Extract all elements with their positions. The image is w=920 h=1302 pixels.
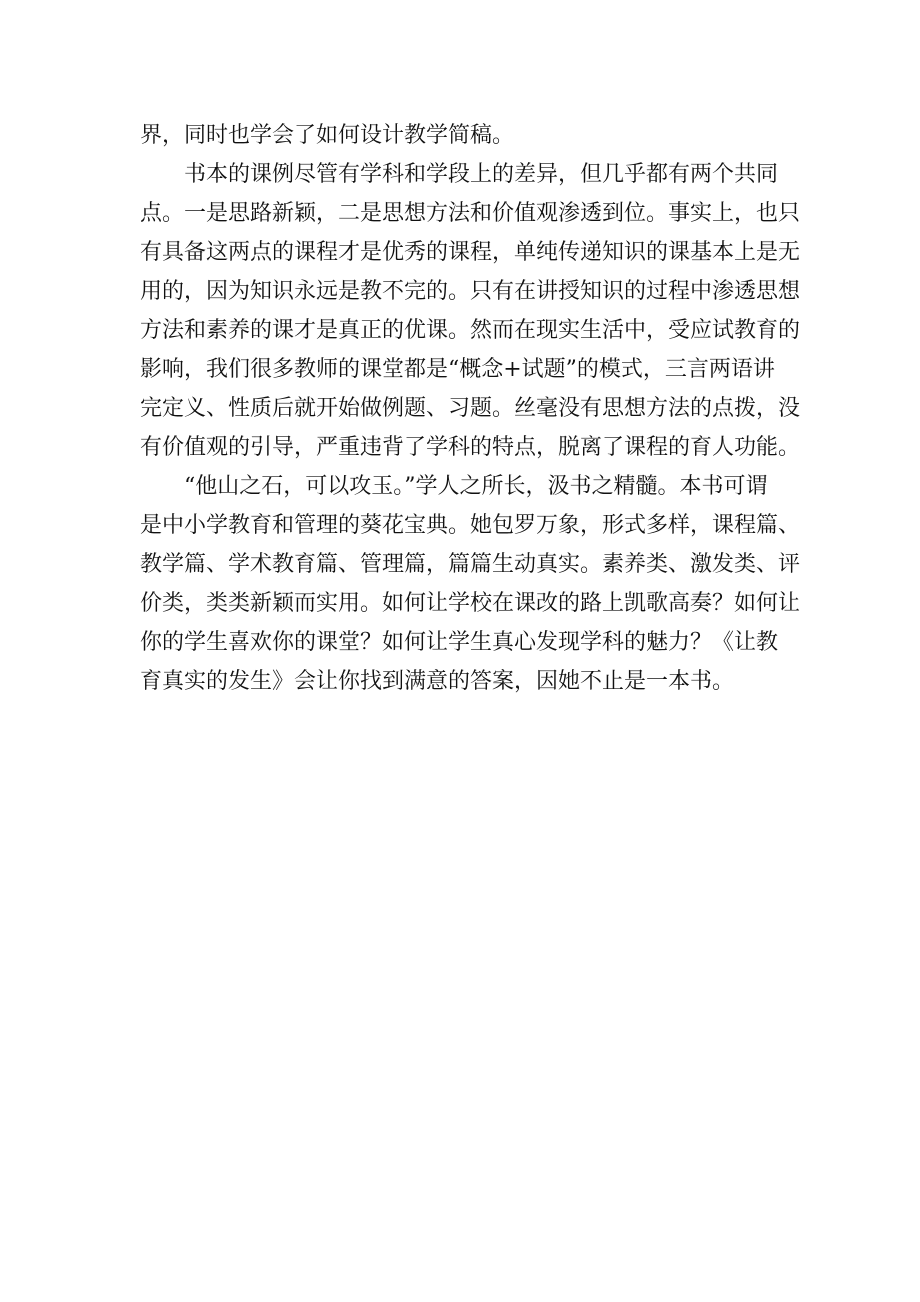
paragraph-2: [140, 155, 801, 467]
paragraph-line: 育真实的发生》会让你找到满意的答案，因她不止是一本书。: [140, 669, 735, 694]
paragraph-line: 点。一是思路新颖，二是思想方法和价值观渗透到位。事实上，也只: [140, 201, 801, 226]
paragraph-3: [140, 467, 801, 701]
paragraph-line: 书本的课例尽管有学科和学段上的差异，但几乎都有两个共同: [184, 162, 779, 187]
paragraph-line: 你的学生喜欢你的课堂？如何让学生真心发现学科的魅力？《让教: [140, 630, 779, 655]
paragraph-line: 有价值观的引导，严重违背了学科的特点，脱离了课程的育人功能。: [140, 435, 801, 460]
paragraph-line: 有具备这两点的课程才是优秀的课程，单纯传递知识的课基本上是无: [140, 240, 801, 265]
paragraph-line: 用的，因为知识永远是教不完的。只有在讲授知识的过程中渗透思想: [140, 279, 801, 304]
paragraph-line: 界，同时也学会了如何设计教学简稿。: [140, 123, 515, 148]
paragraph-line: “他山之石，可以攻玉。”学人之所长，汲书之精髓。本书可谓: [184, 474, 768, 499]
body-text: [140, 116, 801, 701]
paragraph-1: [140, 116, 780, 155]
paragraph-line: 方法和素养的课才是真正的优课。然而在现实生活中，受应试教育的: [140, 318, 801, 343]
paragraph-line: 价类，类类新颖而实用。如何让学校在课改的路上凯歌高奏？如何让: [140, 591, 801, 616]
paragraph-line: 影响，我们很多教师的课堂都是“概念+试题”的模式，三言两语讲: [140, 357, 775, 382]
paragraph-line: 是中小学教育和管理的葵花宝典。她包罗万象，形式多样，课程篇、: [140, 513, 801, 538]
paragraph-line: 完定义、性质后就开始做例题、习题。丝毫没有思想方法的点拨，没: [140, 396, 801, 421]
paragraph-line: 教学篇、学术教育篇、管理篇，篇篇生动真实。素养类、激发类、评: [140, 552, 801, 577]
